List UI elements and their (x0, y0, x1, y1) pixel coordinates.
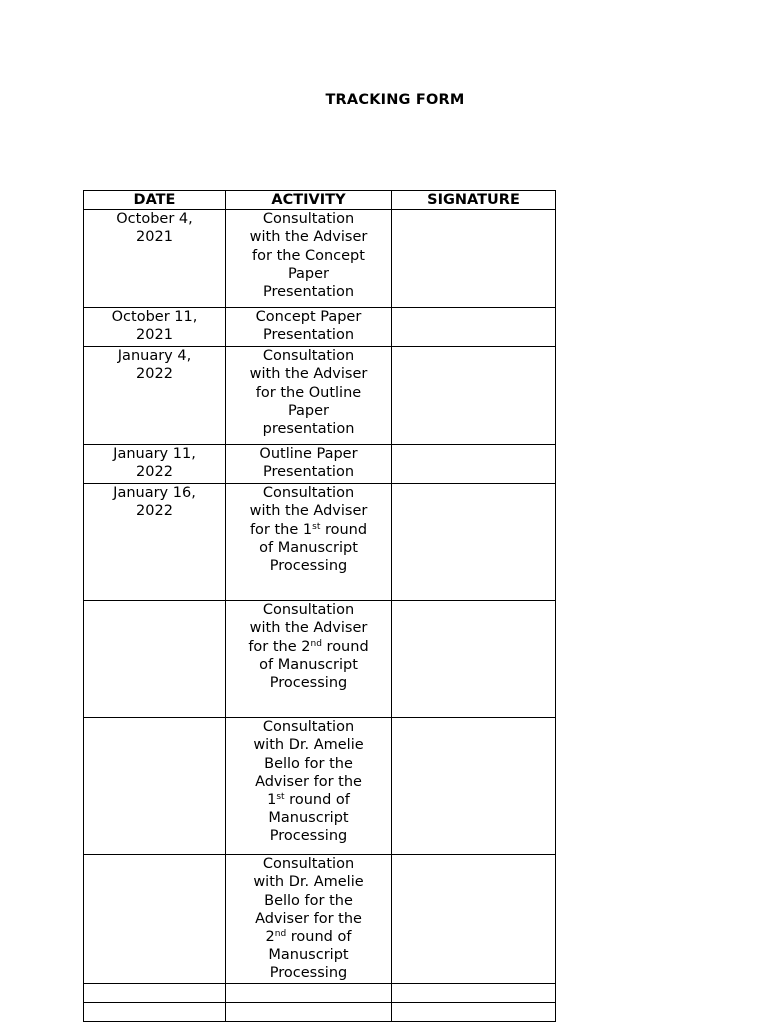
signature-cell[interactable] (392, 718, 556, 855)
activity-text: Consultation with Dr. Amelie Bello for the Adviser for the 1st round of Manuscript Processing (253, 719, 364, 845)
date-cell (84, 601, 226, 718)
tracking-table (83, 190, 556, 1022)
signature-cell[interactable] (392, 601, 556, 718)
activity-text: Consultation with the Adviser for the 2nd round of Manuscript Processing (248, 602, 369, 692)
page-title: TRACKING FORM (325, 92, 465, 108)
activity-cell (226, 983, 392, 1002)
activity-cell (226, 855, 392, 983)
table-row (84, 855, 556, 983)
activity-text: Consultation with the Adviser for the 1st round of Manuscript Processing (249, 485, 368, 575)
signature-cell[interactable] (392, 1002, 556, 1021)
signature-cell[interactable] (392, 308, 556, 347)
date-cell (84, 445, 226, 484)
header-date: DATE (84, 191, 226, 210)
activity-cell (226, 347, 392, 445)
table-header-row (84, 191, 556, 210)
date-cell (84, 308, 226, 347)
activity-text: Outline Paper Presentation (259, 446, 358, 481)
date-cell (84, 855, 226, 983)
table-row (84, 601, 556, 718)
table-row (84, 718, 556, 855)
date-text: January 11, 2022 (113, 446, 196, 481)
signature-cell[interactable] (392, 347, 556, 445)
signature-cell[interactable] (392, 484, 556, 601)
signature-cell[interactable] (392, 855, 556, 983)
signature-cell[interactable] (392, 983, 556, 1002)
signature-cell[interactable] (392, 210, 556, 308)
activity-cell (226, 484, 392, 601)
date-cell (84, 983, 226, 1002)
activity-cell (226, 1002, 392, 1021)
header-activity: ACTIVITY (226, 191, 392, 210)
activity-text: Consultation with the Adviser for the Concept Paper Presentation (249, 211, 368, 301)
table-row (84, 983, 556, 1002)
table-row (84, 445, 556, 484)
date-cell (84, 1002, 226, 1021)
table-row (84, 347, 556, 445)
activity-cell (226, 601, 392, 718)
date-cell (84, 484, 226, 601)
header-signature: SIGNATURE (392, 191, 556, 210)
table-row (84, 484, 556, 601)
table-row (84, 308, 556, 347)
activity-cell (226, 210, 392, 308)
table-row (84, 1002, 556, 1021)
date-cell (84, 718, 226, 855)
activity-cell (226, 718, 392, 855)
date-text: October 4, 2021 (116, 211, 193, 246)
date-cell (84, 347, 226, 445)
date-text: October 11, 2021 (111, 309, 198, 344)
activity-text: Consultation with Dr. Amelie Bello for the Adviser for the 2nd round of Manuscript Processing (253, 856, 364, 982)
activity-cell (226, 445, 392, 484)
activity-cell (226, 308, 392, 347)
date-text: January 16, 2022 (113, 485, 196, 520)
activity-text: Concept Paper Presentation (255, 309, 362, 344)
date-text: January 4, 2022 (117, 348, 192, 383)
activity-text: Consultation with the Adviser for the Outline Paper presentation (249, 348, 368, 438)
signature-cell[interactable] (392, 445, 556, 484)
table-row (84, 210, 556, 308)
date-cell (84, 210, 226, 308)
